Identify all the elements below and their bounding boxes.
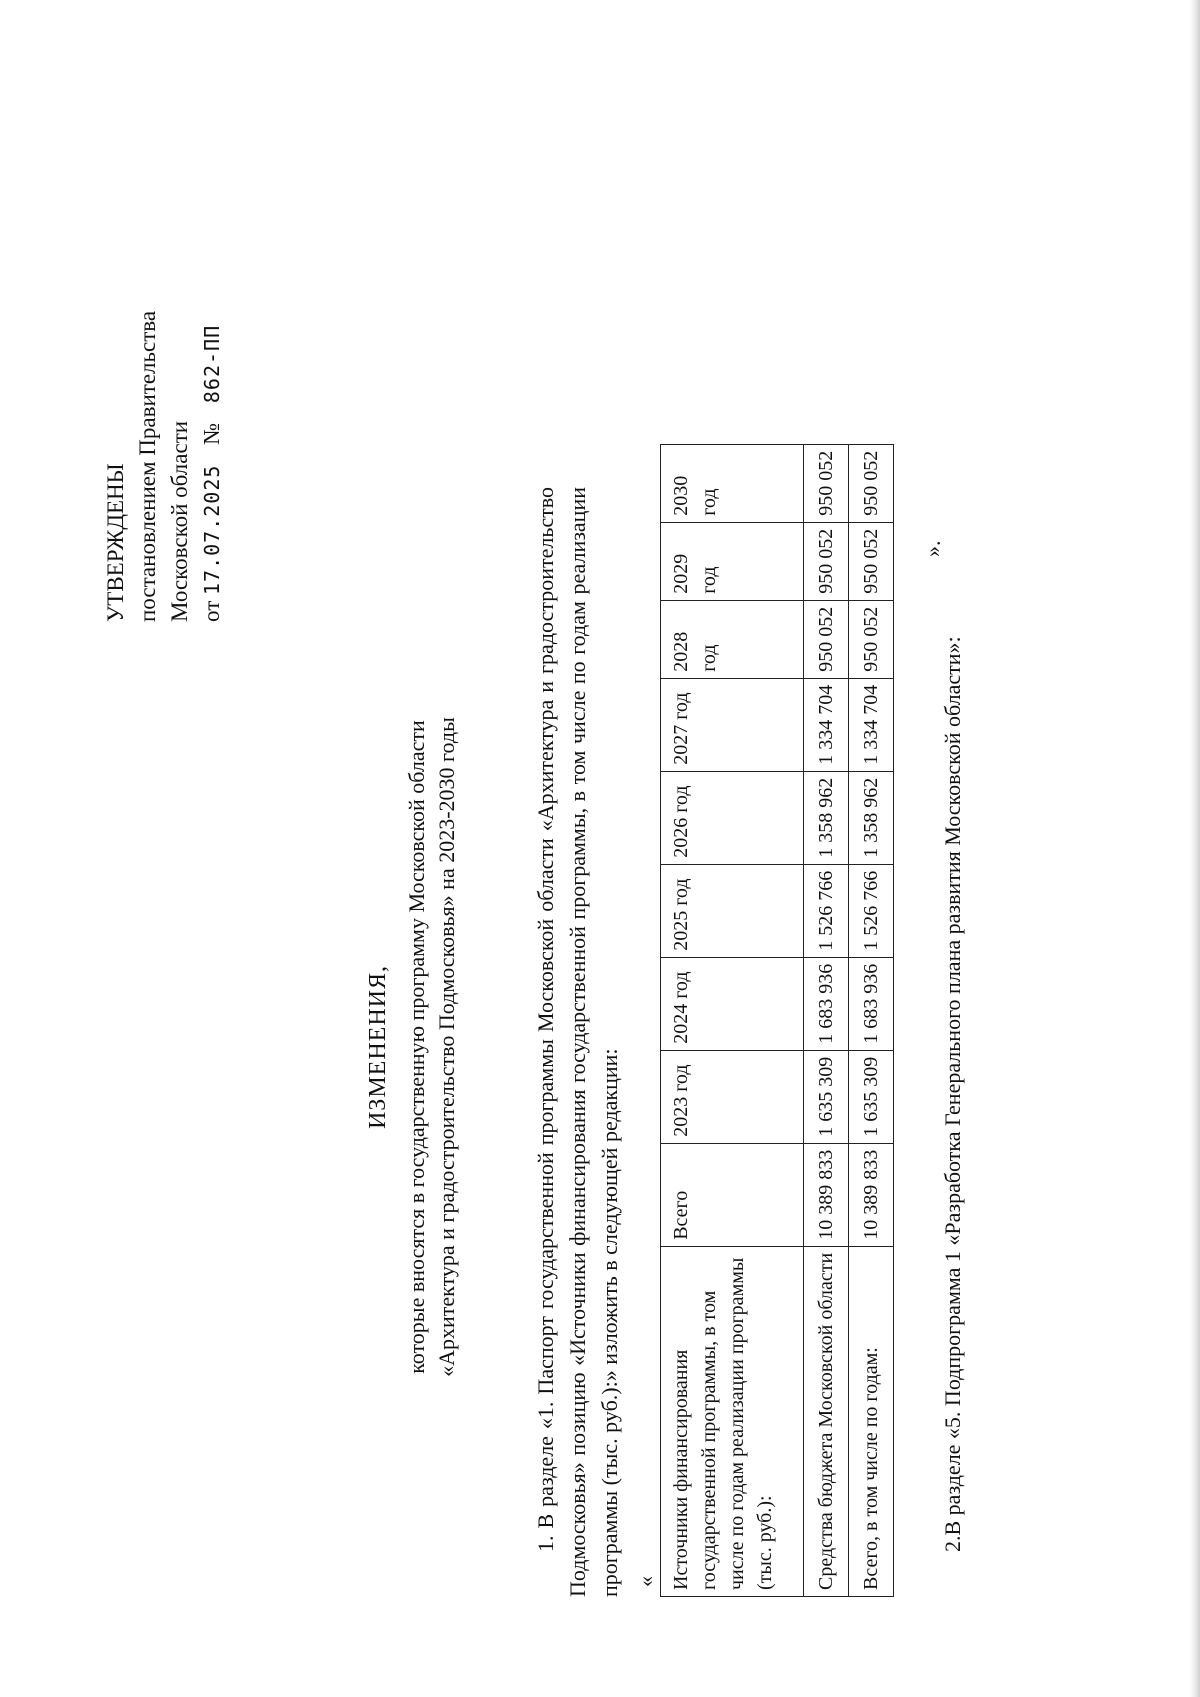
header-year-cell: 2025 год [661, 864, 804, 957]
row-total-cell: 10 389 833 [849, 1143, 894, 1246]
header-year-cell: 2023 год [661, 1050, 804, 1143]
row-value-cell: 1 635 309 [849, 1050, 894, 1143]
approved-heading: УТВЕРЖДЕНЫ [103, 463, 128, 622]
header-year-cell: 2026 год [661, 771, 804, 864]
header-year-cell: 2030 год [661, 444, 804, 522]
number-value: 862-ПП [200, 324, 224, 404]
date-prefix: от [199, 600, 224, 622]
row-value-cell: 1 526 766 [849, 864, 894, 957]
row-value-cell: 950 052 [849, 444, 894, 522]
row-value-cell: 1 526 766 [804, 864, 849, 957]
row-value-cell: 1 334 704 [804, 678, 849, 771]
row-value-cell: 950 052 [849, 600, 894, 678]
row-value-cell: 1 683 936 [849, 957, 894, 1050]
row-value-cell: 1 358 962 [849, 771, 894, 864]
table-row [849, 444, 894, 1596]
date-value: 17.07.2025 [200, 464, 224, 595]
approval-stamp [100, 311, 228, 622]
header-year-cell: 2027 год [661, 678, 804, 771]
row-value-cell: 950 052 [804, 522, 849, 600]
paragraph-2: 2.В разделе «5. Подпрограмма 1 «Разработка Генерального плана развития Московской области»: [940, 636, 965, 1552]
financing-table [660, 444, 894, 1597]
table-row [804, 444, 849, 1596]
document-title: ИЗМЕНЕНИЯ, [365, 964, 391, 1130]
opening-quote: « [633, 1576, 658, 1587]
row-value-cell: 950 052 [804, 600, 849, 678]
closing-quote: ». [920, 540, 945, 557]
row-value-cell: 950 052 [849, 522, 894, 600]
row-value-cell: 1 683 936 [804, 957, 849, 1050]
row-value-cell: 1 334 704 [849, 678, 894, 771]
row-value-cell: 1 358 962 [804, 771, 849, 864]
subtitle-line-2: «Архитектура и градостроительство Подмосковья» на 2023-2030 годы [434, 717, 459, 1377]
header-year-cell: 2024 год [661, 957, 804, 1050]
row-value-cell: 1 635 309 [804, 1050, 849, 1143]
header-total-cell: Всего [661, 1143, 804, 1246]
number-sign: № [199, 422, 224, 445]
row-label-cell: Средства бюджета Московской области [804, 1246, 849, 1596]
approved-line-resolution: постановлением Правительства [135, 310, 160, 622]
table-header-row [661, 444, 804, 1596]
subtitle-line-1: которые вносятся в государственную программу Московской области [404, 720, 429, 1374]
approved-line-region: Московской области [167, 420, 192, 622]
header-year-cell: 2029 год [661, 522, 804, 600]
header-label-cell: Источники финансирования государственной программы, в том числе по годам реализации программы (тыс. руб.): [661, 1246, 804, 1596]
paragraph-1-text: 1. В разделе «1. Паспорт государственной программы Московской области «Архитектура и градостроительство Подмосковья» позицию «Источники финансирования государственной программы, в том числе по годам реализации программы (тыс. руб.):» изложить в следующей редакции: [533, 487, 622, 1597]
document-subtitle [402, 547, 462, 1547]
header-year-cell: 2028 год [661, 600, 804, 678]
approved-date-line [196, 311, 228, 622]
row-label-cell: Всего, в том числе по годам: [849, 1246, 894, 1596]
row-total-cell: 10 389 833 [804, 1143, 849, 1246]
paragraph-1 [530, 487, 626, 1597]
row-value-cell: 950 052 [804, 444, 849, 522]
